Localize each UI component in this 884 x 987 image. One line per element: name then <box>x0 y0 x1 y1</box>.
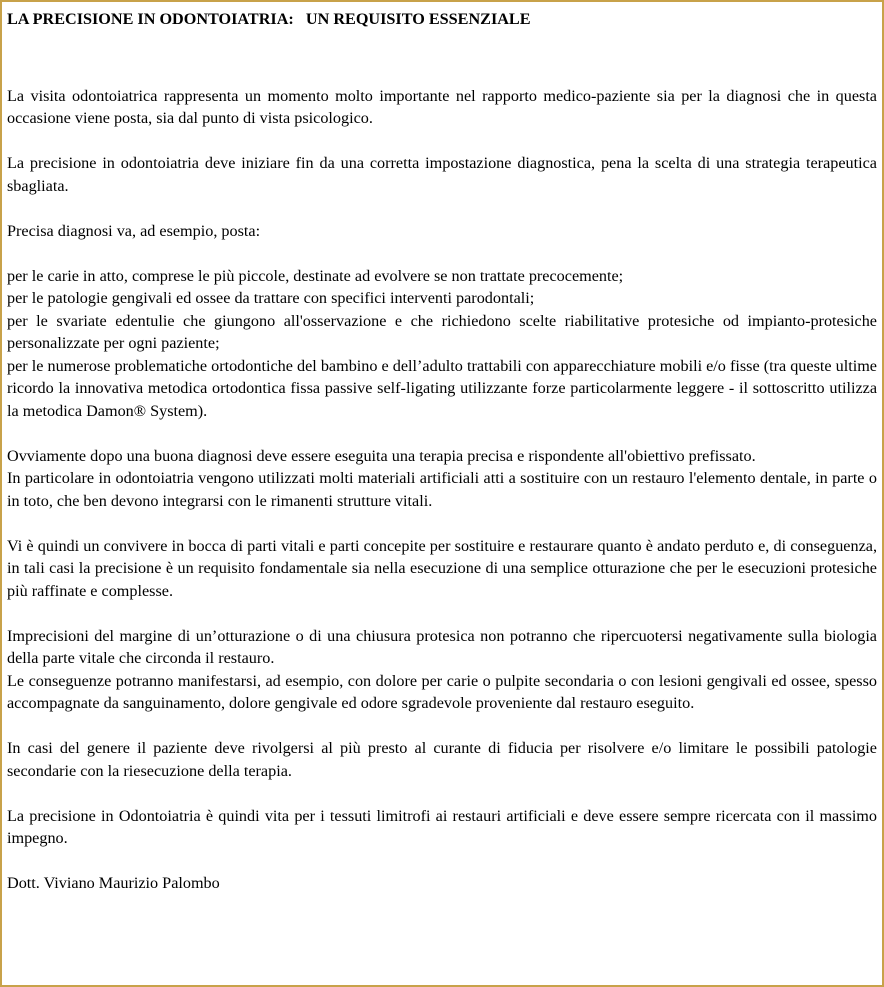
diagnosis-list <box>7 265 877 423</box>
paragraph-materials: In particolare in odontoiatria vengono utilizzati molti materiali artificiali atti a sostituire con un restauro l'elemento dentale, in parte o in toto, che ben devono integrarsi con le rimanenti strutture vitali. <box>7 469 877 510</box>
list-item: per le patologie gengivali ed ossee da trattare con specifici interventi parodontali; <box>7 289 535 307</box>
paragraph-consequences: Le conseguenze potranno manifestarsi, ad esempio, con dolore per carie o pulpite secondaria o con lesioni gengivali ed ossee, spesso accompagnate da sanguinamento, dolore gengivale ed odore sgradevole proveniente dal restauro eseguito. <box>7 671 877 712</box>
paragraph-advice: In casi del genere il paziente deve rivolgersi al più presto al curante di fiducia per risolvere e/o limitare le possibili patologie secondarie con la riesecuzione della terapia. <box>7 739 877 780</box>
paragraph-conclusion: La precisione in Odontoiatria è quindi vita per i tessuti limitrofi ai restauri artificiali e deve essere sempre ricercata con il massimo impegno. <box>7 806 877 847</box>
paragraph-list-intro: Precisa diagnosi va, ad esempio, posta: <box>7 221 261 240</box>
list-item: per le svariate edentulie che giungono all'osservazione e che richiedono scelte riabilitative protesiche od impianto-protesiche personalizzate per ogni paziente; <box>7 311 877 352</box>
document-title: LA PRECISIONE IN ODONTOIATRIA: UN REQUISITO ESSENZIALE <box>7 10 531 28</box>
list-item: per le carie in atto, comprese le più piccole, destinate ad evolvere se non trattate precocemente; <box>7 266 624 285</box>
paragraph-intro: La visita odontoiatrica rappresenta un momento molto importante nel rapporto medico-paziente sia per la diagnosi che in questa occasione viene posta, sia dal punto di vista psicologico. <box>7 86 877 127</box>
paragraph-precision: Vi è quindi un convivere in bocca di parti vitali e parti concepite per sostituire e restaurare quanto è andato perduto e, di conseguenza, in tali casi la precisione è un requisito fondamentale sia nella esecuzione di una semplice otturazione che per le esecuzioni protesiche più raffinate e complesse. <box>7 536 877 600</box>
document-body <box>2 2 882 895</box>
paragraph-imprecision: Imprecisioni del margine di un’otturazione o di una chiusura protesica non potranno che ripercuotersi negativamente sulla biologia della parte vitale che circonda il restauro. <box>7 626 877 667</box>
paragraph-therapy: Ovviamente dopo una buona diagnosi deve essere eseguita una terapia precisa e rispondente all'obiettivo prefissato. <box>7 446 756 465</box>
signature: Dott. Viviano Maurizio Palombo <box>7 874 220 892</box>
paragraph-diagnosis: La precisione in odontoiatria deve iniziare fin da una corretta impostazione diagnostica, pena la scelta di una strategia terapeutica sbagliata. <box>7 154 877 195</box>
list-item: per le numerose problematiche ortodontiche del bambino e dell’adulto trattabili con apparecchiature mobili e/o fisse (tra queste ultime ricordo la innovativa metodica ortodontica fissa passive self-ligating utilizzante forze particolarmente leggere - il sottoscritto utilizza la metodica Damon® System). <box>7 356 877 420</box>
